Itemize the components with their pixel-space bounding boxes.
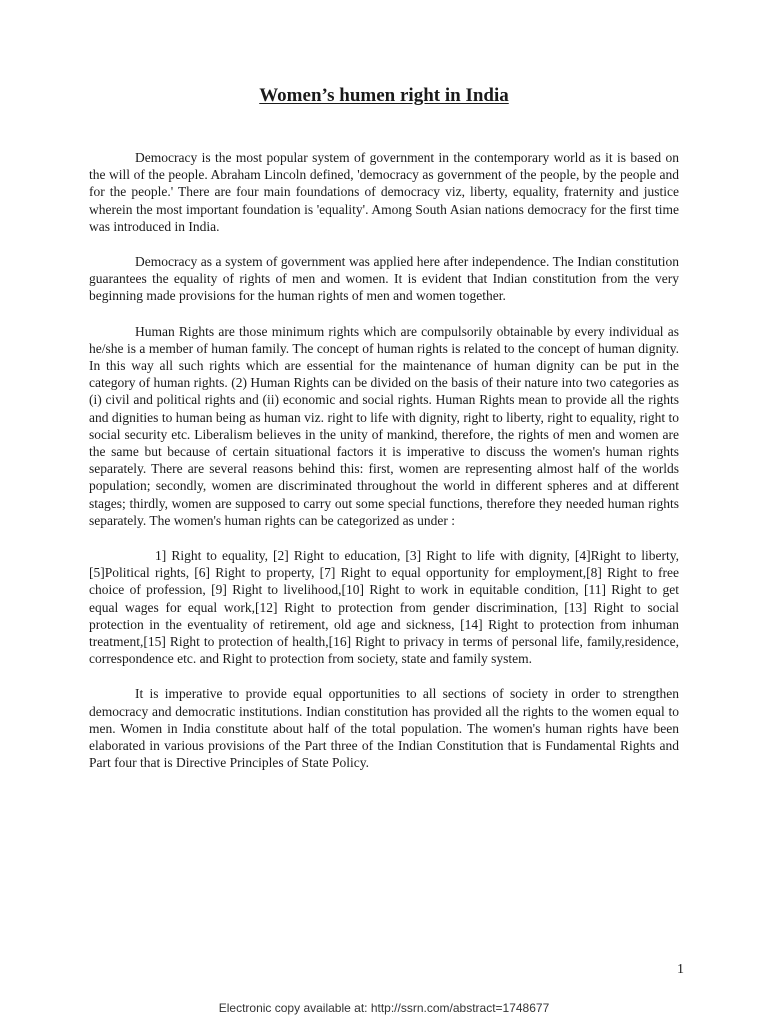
document-title-text: Women’s humen right in India bbox=[259, 85, 509, 106]
document-body bbox=[89, 149, 679, 790]
paragraph-rights-list: 1] Right to equality, [2] Right to education, [3] Right to life with dignity, [4]Right to liberty, [5]Political rights, [6] Right to property, [7] Right to equal opportunity for employment,[8] Right to free choice of profession, [9] Right to livelihood,[10] Right to work in equitable condition, [11] Right to get equal wages for equal work,[12] Right to protection from gender discrimination, [13] Right to social protection in the eventuality of retirement, old age and sickness, [14] Right to protection from inhuman treatment,[15] Right to protection of health,[16] Right to privacy in terms of personal life, family,residence, correspondence etc. and Right to protection from society, state and family system. bbox=[89, 548, 679, 667]
footer-ssrn-notice: Electronic copy available at: http://ssrn.com/abstract=1748677 bbox=[218, 1001, 550, 1015]
paragraph-equal-opportunities: It is imperative to provide equal opportunities to all sections of society in order to strengthen democracy and democratic institutions. Indian constitution has provided all the rights to the women equal to men. Women in India constitute about half of the total population. The women's human rights have been elaborated in various provisions of the Part three of the Indian Constitution that is Fundamental Rights and Part four that is Directive Principles of State Policy. bbox=[89, 686, 679, 771]
paragraph-human-rights: Human Rights are those minimum rights which are compulsorily obtainable by every individual as he/she is a member of human family. The concept of human rights is related to the concept of human dignity. In this way all such rights which are essential for the maintenance of human dignity can be put in the category of human rights. (2) Human Rights can be divided on the basis of their nature into two categories as (i) civil and political rights and (ii) economic and social rights. Human Rights mean to provide all the rights and dignities to human being as human viz. right to life with dignity, right to liberty, right to equality, right to social security etc. Liberalism believes in the unity of mankind, therefore, the rights of men and women are the same but because of certain situational factors it is imperative to discuss the women's human rights separately. There are several reasons behind this: first, women are representing almost half of the worlds population; secondly, women are discriminated throughout the world in different spheres and at different stages; thirdly, women are supposed to carry out some special functions, therefore they needed human rights separately. The women's human rights can be categorized as under : bbox=[89, 323, 679, 528]
document-title bbox=[0, 84, 768, 108]
page-number: 1 bbox=[677, 962, 684, 977]
paragraph-democracy-intro: Democracy is the most popular system of government in the contemporary world as it is based on the will of the people. Abraham Lincoln defined, 'democracy as government of the people, by the people and for the people.' There are four main foundations of democracy viz, liberty, equality, fraternity and justice wherein the most important foundation is 'equality'. Among South Asian nations democracy for the first time was introduced in India. bbox=[89, 150, 679, 234]
paragraph-indian-constitution: Democracy as a system of government was applied here after independence. The Indian constitution guarantees the equality of rights of men and women. It is evident that Indian constitution from the very beginning made provisions for the human rights of men and women together. bbox=[89, 254, 679, 304]
